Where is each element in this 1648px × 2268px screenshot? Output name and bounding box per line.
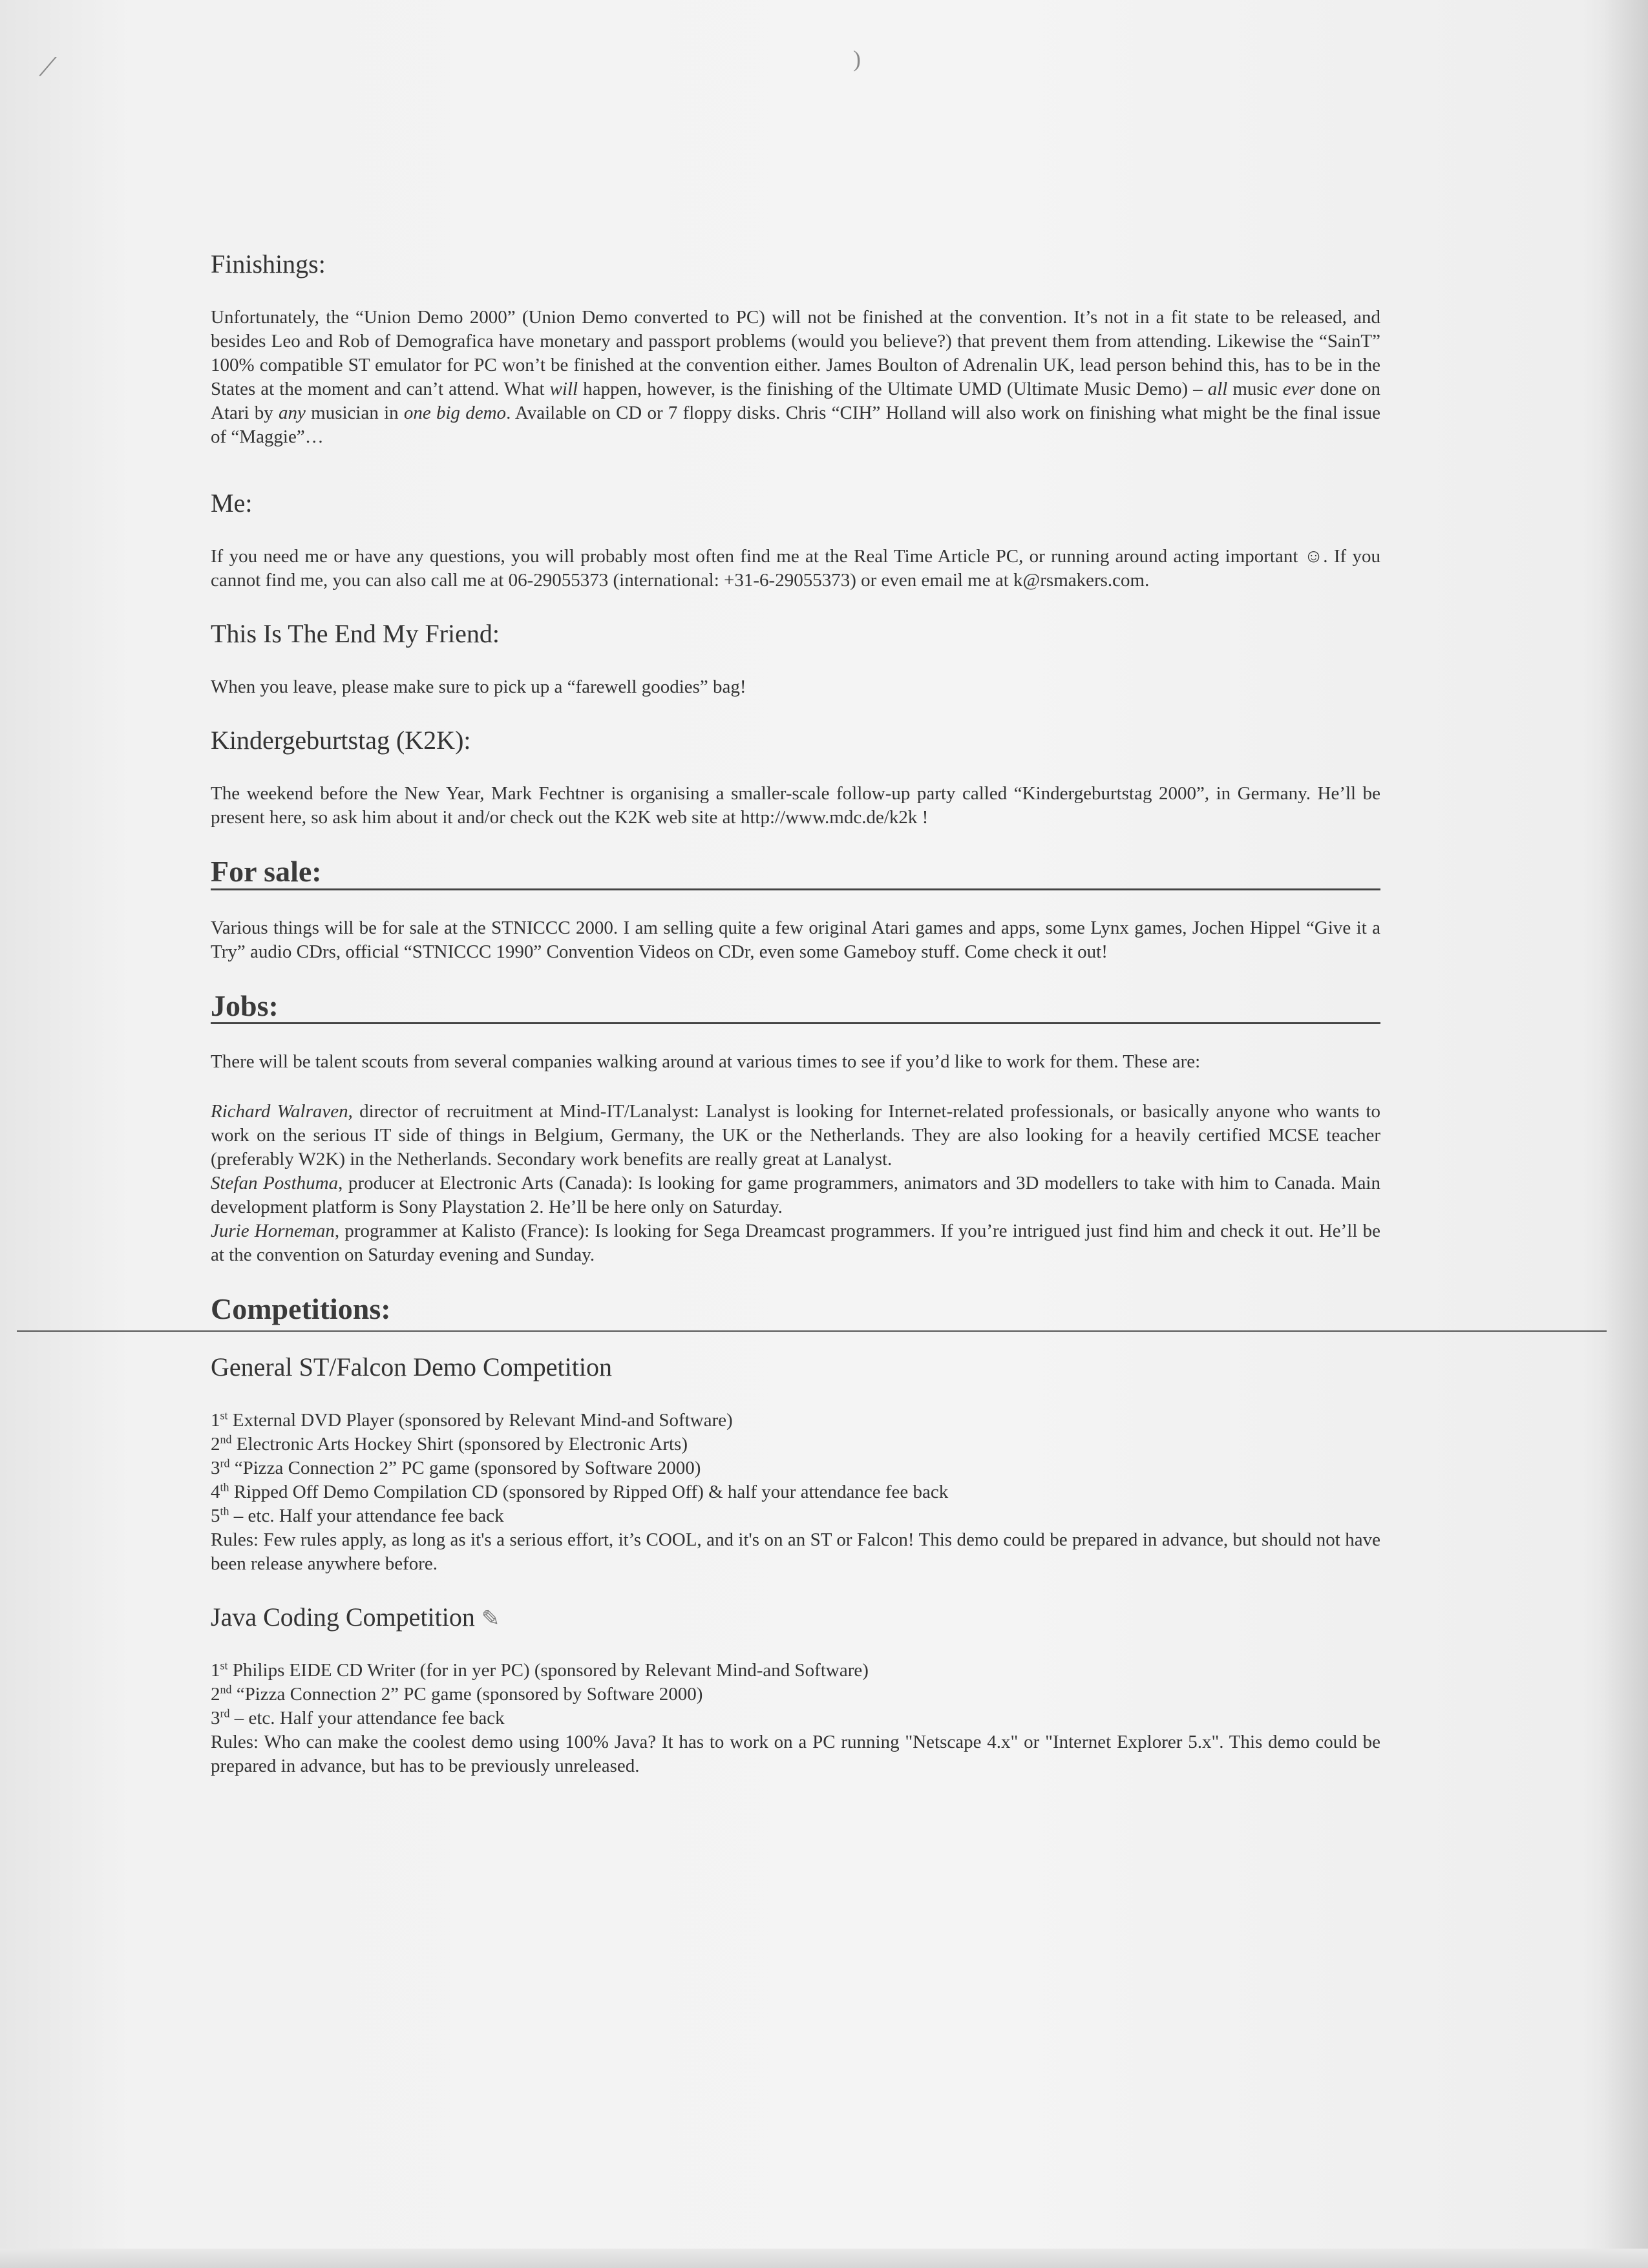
for-sale-heading: For sale: <box>211 855 322 888</box>
demo-prize-2: 2nd Electronic Arts Hockey Shirt (sponsored by Electronic Arts) <box>211 1433 688 1454</box>
competitions-rule <box>17 1330 1607 1332</box>
demo-prize-1: 1st External DVD Player (sponsored by Relevant Mind-and Software) <box>211 1409 733 1431</box>
java-prize-3: 3rd – etc. Half your attendance fee back <box>211 1706 505 1728</box>
java-prize-2: 2nd “Pizza Connection 2” PC game (sponsored by Software 2000) <box>211 1683 703 1705</box>
end-heading: This Is The End My Friend: <box>211 619 500 648</box>
section-k2k <box>211 725 1380 830</box>
section-finishings <box>211 249 1380 449</box>
demo-competition-heading: General ST/Falcon Demo Competition <box>211 1352 612 1381</box>
demo-prize-3: 3rd “Pizza Connection 2” PC game (sponsored by Software 2000) <box>211 1456 701 1478</box>
for-sale-paragraph: Various things will be for sale at the STNICCC 2000. I am selling quite a few original Atari games and apps, some Lynx games, Jochen Hippel “Give it a Try” audio CDrs, official “STNICCC 1990” Convention Videos on CDr, even some Gameboy stuff. Come check it out! <box>211 917 1380 962</box>
java-prize-1: 1st Philips EIDE CD Writer (for in yer PC) (sponsored by Relevant Mind-and Software) <box>211 1659 869 1681</box>
pencil-icon: ✎ <box>481 1606 500 1631</box>
document-body <box>211 249 1380 1778</box>
corner-fold-mark: ⟋ <box>39 52 57 81</box>
section-me <box>211 488 1380 593</box>
k2k-heading: Kindergeburtstag (K2K): <box>211 726 471 755</box>
jobs-heading: Jobs: <box>211 989 279 1022</box>
section-end <box>211 618 1380 699</box>
page-bottom-edge <box>0 2249 1648 2268</box>
k2k-paragraph: The weekend before the New Year, Mark Fechtner is organising a smaller-scale follow-up party called “Kindergeburtstag 2000”, in Germany. He’ll be present here, so ask him about it and/or check out the K2K web site at http://www.mdc.de/k2k ! <box>211 783 1380 828</box>
java-rules: Rules: Who can make the coolest demo using 100% Java? It has to work on a PC running "Netscape 4.x" or "Internet Explorer 5.x". This demo could be prepared in advance, but has to be previously unreleased. <box>211 1731 1380 1776</box>
end-paragraph: When you leave, please make sure to pick up a “farewell goodies” bag! <box>211 677 746 697</box>
demo-prize-5: 5th – etc. Half your attendance fee back <box>211 1504 504 1526</box>
finishings-heading: Finishings: <box>211 249 326 278</box>
jobs-scout-2: Stefan Posthuma, producer at Electronic Arts (Canada): Is looking for game programmers, animators and 3D modellers to take with him to Canada. Main development platform is Sony Playstation 2. He’ll be here only on Saturday. <box>211 1173 1380 1218</box>
finishings-paragraph: Unfortunately, the “Union Demo 2000” (Union Demo converted to PC) will not be finished at the convention. It’s not in a fit state to be released, and besides Leo and Rob of Demografica have monetary and passport problems (would you believe?) that prevent them from attending. Likewise the “SainT” 100% compatible ST emulator for PC won’t be finished at the convention either. James Boulton of Adrenalin UK, lead person behind this, has to be in the States at the moment and can’t attend. What will happen, however, is the finishing of the Ultimate UMD (Ultimate Music Demo) – all music ever done on Atari by any musician in one big demo. Available on CD or 7 floppy disks. Chris “CIH” Holland will also work on finishing what might be the final issue of “Maggie”… <box>211 307 1381 447</box>
demo-rules: Rules: Few rules apply, as long as it's a serious effort, it’s COOL, and it's on an ST or Falcon! This demo could be prepared in advance, but should not have been release anywhere before. <box>211 1529 1380 1574</box>
page-edge-shadow <box>1603 0 1648 2268</box>
me-heading: Me: <box>211 488 253 518</box>
competitions-heading: Competitions: <box>211 1292 391 1326</box>
jobs-scout-3: Jurie Horneman, programmer at Kalisto (France): Is looking for Sega Dreamcast programmers. If you’re intrigued just find him and check it out. He’ll be at the convention on Saturday evening and Sunday. <box>211 1221 1380 1266</box>
jobs-intro: There will be talent scouts from several companies walking around at various times to see if you’d like to work for them. These are: <box>211 1051 1201 1073</box>
java-competition-heading: Java Coding Competition ✎ <box>211 1602 500 1632</box>
jobs-scout-1: Richard Walraven, director of recruitment at Mind-IT/Lanalyst: Lanalyst is looking for Internet-related professionals, or basically anyone who wants to work on the serious IT side of things in Belgium, Germany, the UK or the Netherlands. They are also looking for a heavily certified MCSE teacher (preferably W2K) in the Netherlands. Secondary work benefits are really great at Lanalyst. <box>211 1101 1381 1170</box>
section-jobs <box>211 990 1380 1268</box>
section-for-sale <box>211 856 1380 964</box>
section-competitions <box>211 1293 1380 1778</box>
demo-prize-4: 4th Ripped Off Demo Compilation CD (sponsored by Ripped Off) & half your attendance fee back <box>211 1480 949 1502</box>
me-paragraph: If you need me or have any questions, you will probably most often find me at the Real Time Article PC, or running around acting important ☺. If you cannot find me, you can also call me at 06-29055373 (international: +31-6-29055373) or even email me at k@rsmakers.com. <box>211 546 1380 591</box>
pen-mark: ) <box>853 46 861 72</box>
